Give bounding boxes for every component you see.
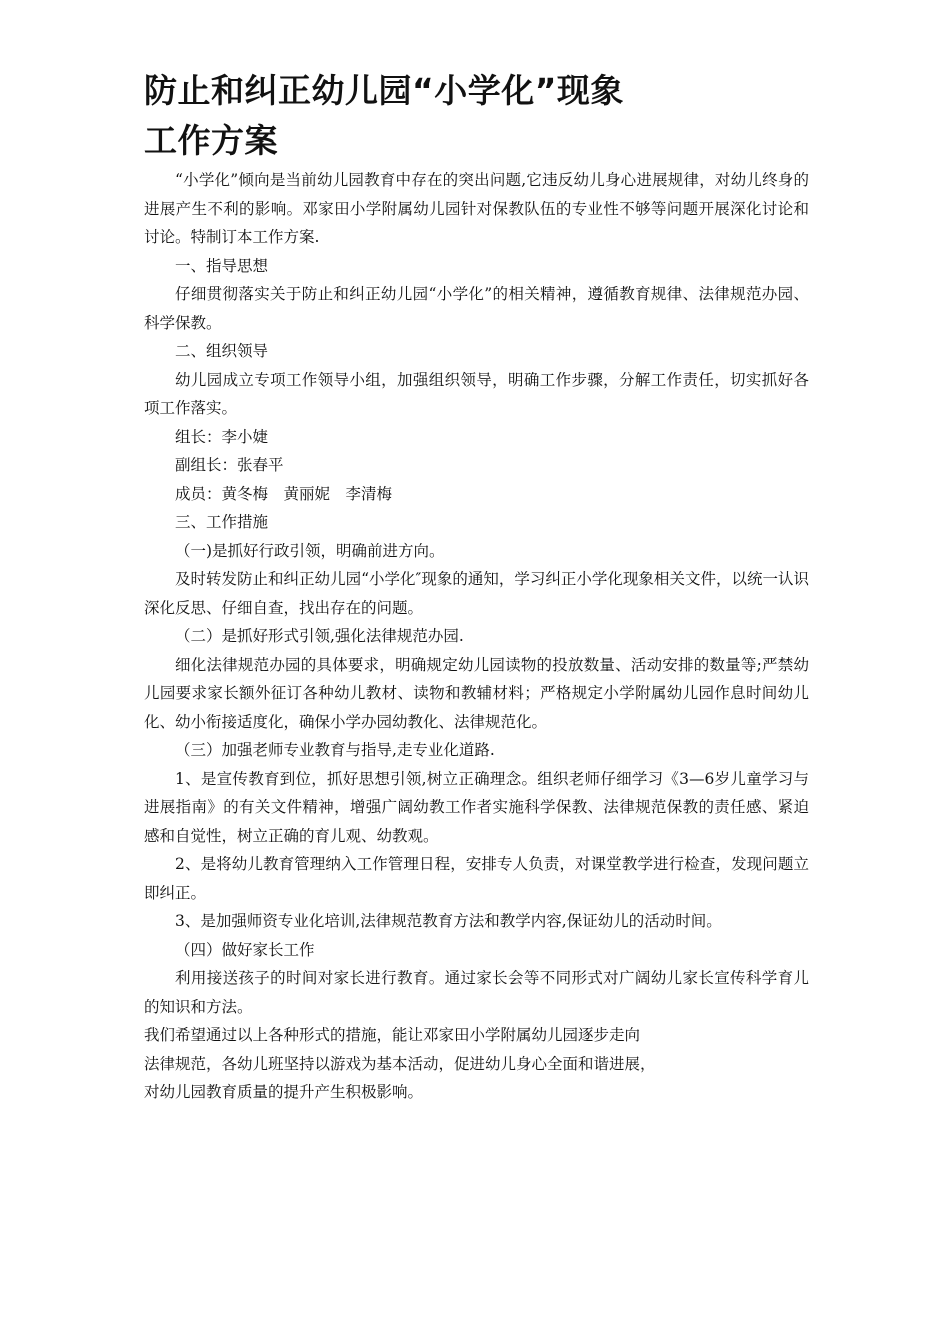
paragraph-organization: 幼儿园成立专项工作领导小组，加强组织领导，明确工作步骤，分解工作责任，切实抓好各项工作落实。	[144, 370, 809, 417]
closing-line-2: 法律规范，各幼儿班坚持以游戏为基本活动，促进幼儿身心全面和谐进展，	[144, 1054, 656, 1073]
measure-3-item-2: 2、是将幼儿教育管理纳入工作管理日程，安排专人负责，对课堂教学进行检查，发现问题立即纠正。	[144, 855, 809, 902]
measure-4-paragraph: 利用接送孩子的时间对家长进行教育。通过家长会等不同形式对广阔幼儿家长宣传科学育儿的知识和方法。	[144, 969, 809, 1016]
document-body	[144, 166, 809, 1107]
closing-line-1: 我们希望通过以上各种形式的措施，能让邓家田小学附属幼儿园逐步走向	[144, 1026, 641, 1044]
paragraph-guiding-ideology: 仔细贯彻落实关于防止和纠正幼儿园“小学化”的相关精神，遵循教育规律、法律规范办园、科学保教。	[144, 285, 809, 332]
document-title	[144, 66, 809, 166]
document-page	[144, 66, 809, 1107]
measure-1-heading: （一)是抓好行政引领，明确前进方向。	[175, 541, 445, 560]
section-heading-guiding-ideology: 一、指导思想	[175, 256, 269, 275]
intro-paragraph: “小学化”倾向是当前幼儿园教育中存在的突出问题,它违反幼儿身心进展规律，对幼儿终身的进展产生不利的影响。邓家田小学附属幼儿园针对保教队伍的专业性不够等问题开展深化讨论和讨论。特制订本工作方案.	[144, 171, 809, 246]
vice-leader-line: 副组长：张春平	[175, 456, 284, 474]
measure-3-heading: （三）加强老师专业教育与指导,走专业化道路.	[175, 741, 495, 759]
closing-line-3: 对幼儿园教育质量的提升产生积极影响。	[144, 1083, 424, 1101]
measure-3-item-3: 3、是加强师资专业化培训,法律规范教育方法和教学内容,保证幼儿的活动时间。	[175, 912, 722, 930]
title-line-1: 防止和纠正幼儿园“小学化”现象	[144, 71, 624, 110]
title-line-2: 工作方案	[144, 121, 278, 160]
section-heading-organization: 二、组织领导	[175, 342, 269, 360]
measure-1-paragraph: 及时转发防止和纠正幼儿园“小学化″现象的通知，学习纠正小学化现象相关文件，以统一认识深化反思、仔细自查，找出存在的问题。	[144, 570, 809, 617]
members-line: 成员：黄冬梅 黄丽妮 李清梅	[175, 484, 393, 503]
measure-2-heading: （二）是抓好形式引领,强化法律规范办园.	[175, 627, 464, 645]
measure-2-paragraph: 细化法律规范办园的具体要求，明确规定幼儿园读物的投放数量、活动安排的数量等;严禁幼儿园要求家长额外征订各种幼儿教材、读物和教辅材料；严格规定小学附属幼儿园作息时间幼儿化、幼小衔接适度化，确保小学办园幼教化、法律规范化。	[144, 655, 809, 731]
section-heading-measures: 三、工作措施	[175, 513, 269, 531]
measure-4-heading: （四）做好家长工作	[175, 940, 315, 959]
leader-line: 组长：李小婕	[175, 427, 269, 446]
measure-3-item-1: 1、是宣传教育到位，抓好思想引领,树立正确理念。组织老师仔细学习《3—6岁儿童学习与进展指南》的有关文件精神，增强广阔幼教工作者实施科学保教、法律规范保教的责任感、紧迫感和自觉性，树立正确的育儿观、幼教观。	[144, 769, 809, 845]
